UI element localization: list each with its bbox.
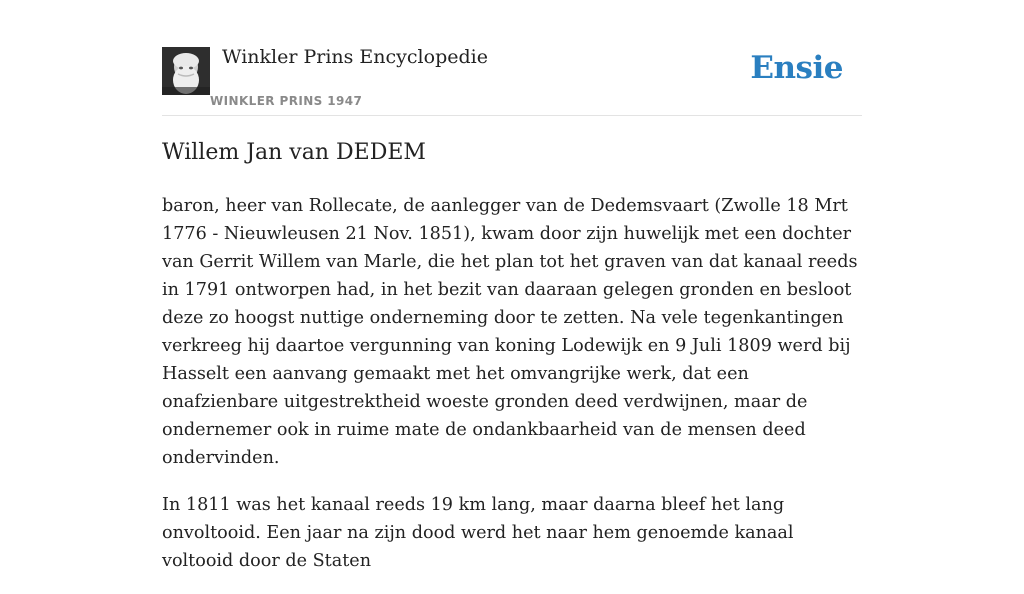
article-body — [162, 192, 862, 594]
brand-logo[interactable]: Ensie — [750, 50, 843, 86]
source-title[interactable]: Winkler Prins Encyclopedie — [222, 46, 488, 68]
article-paragraph: In 1811 was het kanaal reeds 19 km lang, maar daarna bleef het lang onvoltooid. Een jaar na zijn dood werd het naar hem genoemde kanaal voltooid door de Staten — [162, 495, 794, 571]
content-container — [162, 0, 862, 571]
source-header — [162, 0, 862, 116]
source-subtitle[interactable]: WINKLER PRINS 1947 — [210, 94, 363, 108]
article-title: Willem Jan van DEDEM — [162, 140, 426, 165]
portrait-photo-icon — [162, 47, 210, 95]
avatar[interactable] — [162, 47, 210, 95]
article-paragraph: baron, heer van Rollecate, de aanlegger van de Dedemsvaart (Zwolle 18 Mrt 1776 - Nieuwleusen 21 Nov. 1851), kwam door zijn huwelijk met een dochter van Gerrit Willem van Marle, die het plan tot het graven van dat kanaal reeds in 1791 ontworpen had, in het bezit van daaraan gelegen gronden en besloot deze zo hoogst nuttige onderneming door te zetten. Na vele tegenkantingen verkreeg hij daartoe vergunning van koning Lodewijk en 9 Juli 1809 werd bij Hasselt een aanvang gemaakt met het omvangrijke werk, dat een onafzienbare uitgestrektheid woeste gronden deed verdwijnen, maar de ondernemer ook in ruime mate de ondankbaarheid van de mensen deed ondervinden. — [162, 196, 858, 468]
